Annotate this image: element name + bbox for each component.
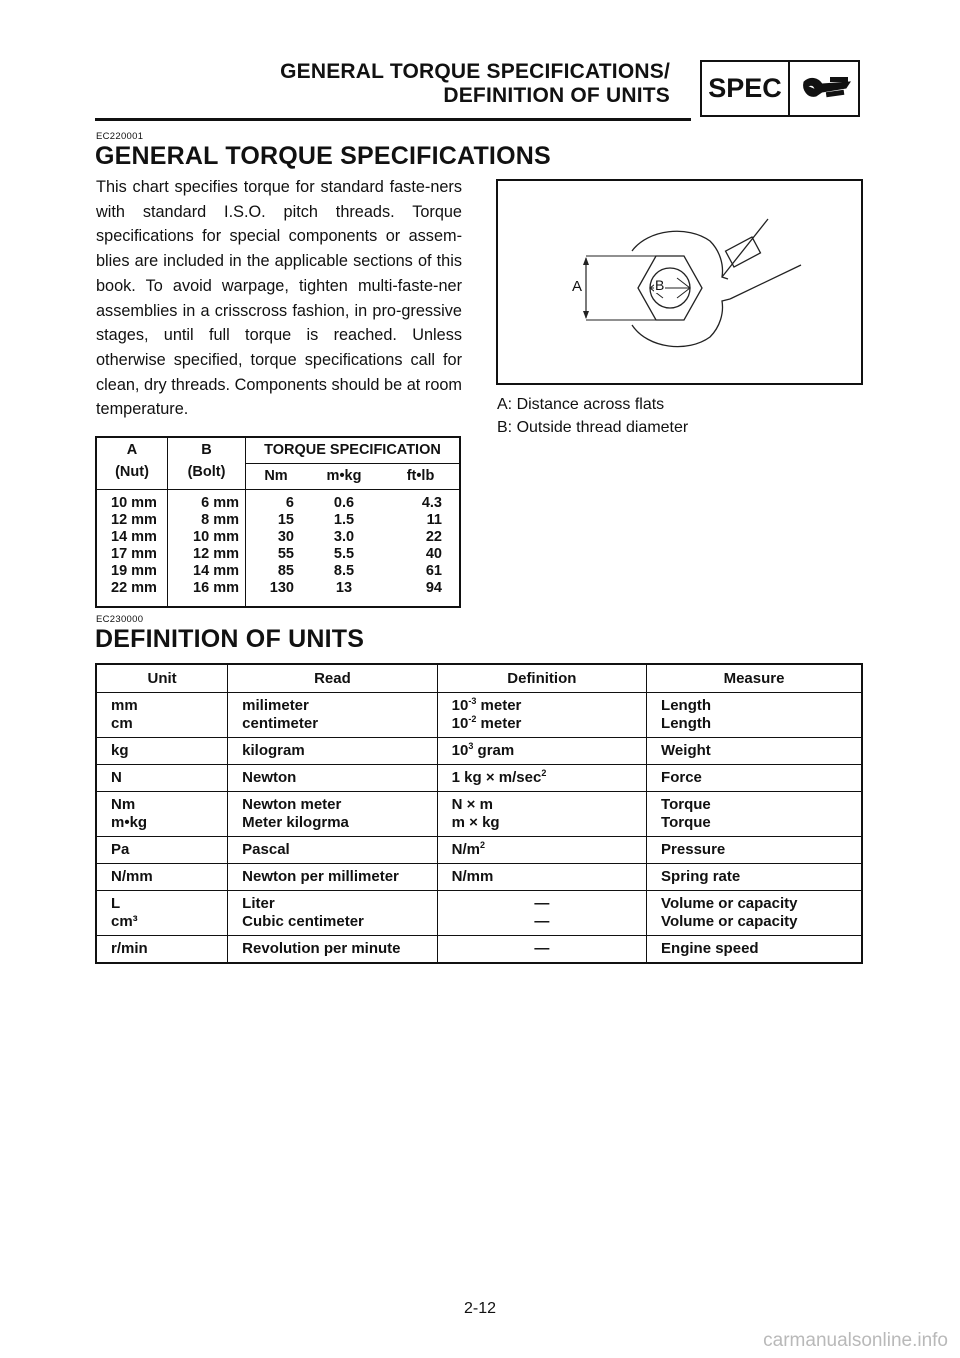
unit-cell <box>96 792 228 837</box>
unit-cell <box>96 765 228 792</box>
spec-badge-label: SPEC <box>708 73 782 103</box>
definition-line <box>452 769 646 787</box>
units-header-definition: Definition <box>437 664 646 693</box>
definition-rest: meter <box>476 715 522 732</box>
definition-base: — <box>534 940 550 957</box>
torque-header-nm: Nm <box>264 468 288 484</box>
wrench-nut-illustration <box>498 181 861 383</box>
measure-cell <box>647 891 862 936</box>
torque-header-b: B <box>201 442 212 458</box>
torque-col-ftlb <box>382 495 442 597</box>
section2-title: DEFINITION OF UNITS <box>95 625 365 653</box>
wrench-diagram <box>496 179 863 385</box>
unit-cell-line: Nm <box>111 796 136 813</box>
definition-rest: meter <box>476 697 522 714</box>
section1-body: This chart specifies torque for standard faste-ners with standard I.S.O. pitch threads. Torque specifications for special components or assem-blies are included in the applicable sections of this book. To avoid warpage, tighten multi-faste-ner assemblies in a crisscross fashion, in pro-gressive stages, until full torque is reached. Unless otherwise specified, torque specifications call for clean, dry threads. Components should be at room temperature. <box>96 178 462 419</box>
torque-header-a: A <box>126 442 138 458</box>
measure-cell <box>647 864 862 891</box>
read-cell <box>228 936 437 964</box>
read-cell <box>228 864 437 891</box>
read-cell-line: Newton meter <box>242 796 342 813</box>
units-table-row <box>96 792 862 837</box>
read-cell-line: Newton <box>242 769 297 786</box>
measure-cell <box>647 792 862 837</box>
torque-cell: 10 mm <box>193 529 239 545</box>
unit-cell-line: kg <box>111 742 129 759</box>
measure-cell-line: Length <box>661 697 712 714</box>
definition-exponent: 2 <box>541 768 547 778</box>
torque-table <box>95 436 461 608</box>
read-cell <box>228 765 437 792</box>
measure-cell-line: Engine speed <box>661 940 759 957</box>
definition-cell <box>437 693 646 738</box>
section1-title: GENERAL TORQUE SPECIFICATIONS <box>95 142 551 170</box>
read-cell-line: Newton per millimeter <box>242 868 399 885</box>
definition-exponent: -2 <box>468 714 477 724</box>
read-cell <box>228 891 437 936</box>
unit-cell-line: cm³ <box>111 913 138 930</box>
read-cell-line: Liter <box>242 895 275 912</box>
torque-divider <box>97 489 459 490</box>
diagram-label-b: B <box>655 277 665 293</box>
measure-cell <box>647 693 862 738</box>
torque-cell: 14 mm <box>193 563 239 579</box>
read-cell <box>228 738 437 765</box>
definition-line <box>452 697 646 715</box>
read-cell-line: Meter kilogrma <box>242 814 349 831</box>
torque-cell: 85 <box>277 563 294 579</box>
torque-col-nm <box>246 495 294 597</box>
units-header-measure: Measure <box>647 664 862 693</box>
unit-cell-line: N/mm <box>111 868 153 885</box>
measure-cell-line: Spring rate <box>661 868 741 885</box>
definition-base: 10 <box>451 742 469 759</box>
torque-cell: 17 mm <box>111 546 157 562</box>
definition-line <box>452 814 646 832</box>
torque-divider <box>245 463 459 464</box>
torque-cell: 6 mm <box>201 495 239 511</box>
definition-line <box>452 796 646 814</box>
wrench-icon <box>800 72 854 104</box>
unit-cell-line: mm <box>111 697 138 714</box>
diagram-legend-a: A: Distance across flats <box>497 396 665 413</box>
definition-exponent: 3 <box>468 741 474 751</box>
torque-cell: 14 mm <box>111 529 157 545</box>
definition-line <box>452 715 646 733</box>
definition-cell <box>437 738 646 765</box>
definition-line <box>438 913 646 931</box>
torque-cell: 12 mm <box>193 546 239 562</box>
definition-base: N/mm <box>451 868 494 885</box>
units-table-row <box>96 936 862 964</box>
read-cell-line: Revolution per minute <box>242 940 401 957</box>
section1-code: EC220001 <box>96 131 144 142</box>
unit-cell-line: N <box>111 769 122 786</box>
unit-cell <box>96 891 228 936</box>
units-table-row <box>96 837 862 864</box>
definition-cell <box>437 765 646 792</box>
torque-cell: 10 mm <box>111 495 157 511</box>
unit-cell-line: cm <box>111 715 133 732</box>
torque-cell: 5.5 <box>333 546 355 562</box>
measure-cell-line: Force <box>661 769 702 786</box>
diagram-legend-b: B: Outside thread diameter <box>497 419 689 436</box>
measure-cell <box>647 936 862 964</box>
read-cell-line: milimeter <box>242 697 309 714</box>
unit-cell-line: m•kg <box>111 814 148 831</box>
torque-cell: 130 <box>269 580 294 596</box>
units-table-row <box>96 738 862 765</box>
units-table-row <box>96 693 862 738</box>
read-cell <box>228 693 437 738</box>
torque-col-mkg <box>306 495 382 597</box>
measure-cell-line: Volume or capacity <box>661 895 798 912</box>
definition-cell <box>437 891 646 936</box>
units-table-row <box>96 864 862 891</box>
torque-cell: 8 mm <box>201 512 239 528</box>
definition-cell <box>437 837 646 864</box>
spec-badge-divider <box>788 62 790 115</box>
measure-cell-line: Torque <box>661 796 711 813</box>
unit-cell-line: r/min <box>111 940 148 957</box>
definition-exponent: -3 <box>468 696 477 706</box>
torque-cell: 1.5 <box>333 512 355 528</box>
definition-cell <box>437 792 646 837</box>
torque-cell: 61 <box>425 563 442 579</box>
definition-line <box>452 742 646 760</box>
watermark: carmanualsonline.info <box>763 1330 948 1351</box>
unit-cell-line: Pa <box>111 841 130 858</box>
measure-cell <box>647 765 862 792</box>
torque-header-a-sub: (Nut) <box>115 464 149 480</box>
torque-cell: 6 <box>285 495 294 511</box>
torque-cell: 40 <box>425 546 442 562</box>
definition-line <box>438 895 646 913</box>
torque-cell: 94 <box>425 580 442 596</box>
torque-cell: 55 <box>277 546 294 562</box>
definition-line <box>438 940 646 958</box>
unit-cell <box>96 936 228 964</box>
definition-exponent: 2 <box>480 840 486 850</box>
header-title-line2: DEFINITION OF UNITS <box>443 84 670 107</box>
torque-cell: 13 <box>335 580 353 596</box>
definition-base: 10 <box>451 697 469 714</box>
torque-cell: 4.3 <box>421 495 442 511</box>
unit-cell <box>96 738 228 765</box>
definition-base: — <box>534 895 550 912</box>
torque-cell: 19 mm <box>111 563 157 579</box>
torque-header-b-sub: (Bolt) <box>187 464 226 480</box>
torque-col-bolt <box>168 495 239 597</box>
torque-header-ftlb: ft•lb <box>406 468 435 484</box>
units-table-row <box>96 891 862 936</box>
torque-cell: 8.5 <box>333 563 355 579</box>
header-title-line1: GENERAL TORQUE SPECIFICATIONS/ <box>280 60 670 83</box>
read-cell-line: Cubic centimeter <box>242 913 364 930</box>
definition-base: 1 kg × m/sec <box>451 769 542 786</box>
torque-col-nut <box>111 495 157 597</box>
torque-header-mkg: m•kg <box>326 468 362 484</box>
torque-cell: 22 mm <box>111 580 157 596</box>
read-cell <box>228 792 437 837</box>
torque-cell: 30 <box>277 529 294 545</box>
units-header-unit: Unit <box>96 664 228 693</box>
units-table <box>95 663 863 964</box>
definition-base: m × kg <box>451 814 500 831</box>
torque-header-spec: TORQUE SPECIFICATION <box>264 442 441 458</box>
definition-cell <box>437 864 646 891</box>
page-header-title <box>280 60 670 108</box>
torque-cell: 11 <box>426 512 442 528</box>
unit-cell <box>96 693 228 738</box>
read-cell-line: centimeter <box>242 715 319 732</box>
measure-cell <box>647 738 862 765</box>
definition-cell <box>437 936 646 964</box>
diagram-label-a: A <box>572 278 583 295</box>
spec-badge <box>700 60 860 117</box>
page-number: 2-12 <box>463 1300 497 1317</box>
unit-cell <box>96 837 228 864</box>
definition-base: 10 <box>451 715 469 732</box>
unit-cell <box>96 864 228 891</box>
definition-rest: gram <box>473 742 515 759</box>
measure-cell <box>647 837 862 864</box>
units-header-read: Read <box>228 664 437 693</box>
units-table-row <box>96 765 862 792</box>
measure-cell-line: Pressure <box>661 841 726 858</box>
definition-base: N/m <box>451 841 480 858</box>
units-table-body <box>96 693 862 964</box>
definition-base: — <box>534 913 550 930</box>
header-rule <box>95 118 691 121</box>
torque-cell: 22 <box>425 529 442 545</box>
torque-cell: 15 <box>277 512 294 528</box>
measure-cell-line: Volume or capacity <box>661 913 798 930</box>
read-cell <box>228 837 437 864</box>
measure-cell-line: Torque <box>661 814 711 831</box>
definition-line <box>452 841 646 859</box>
measure-cell-line: Length <box>661 715 712 732</box>
read-cell-line: Pascal <box>242 841 290 858</box>
read-cell-line: kilogram <box>242 742 305 759</box>
torque-cell: 16 mm <box>193 580 239 596</box>
section2-code: EC230000 <box>96 614 144 625</box>
definition-line <box>452 868 646 886</box>
measure-cell-line: Weight <box>661 742 711 759</box>
definition-base: N × m <box>451 796 493 813</box>
torque-cell: 3.0 <box>333 529 355 545</box>
unit-cell-line: L <box>111 895 121 912</box>
torque-cell: 0.6 <box>333 495 355 511</box>
torque-cell: 12 mm <box>111 512 157 528</box>
